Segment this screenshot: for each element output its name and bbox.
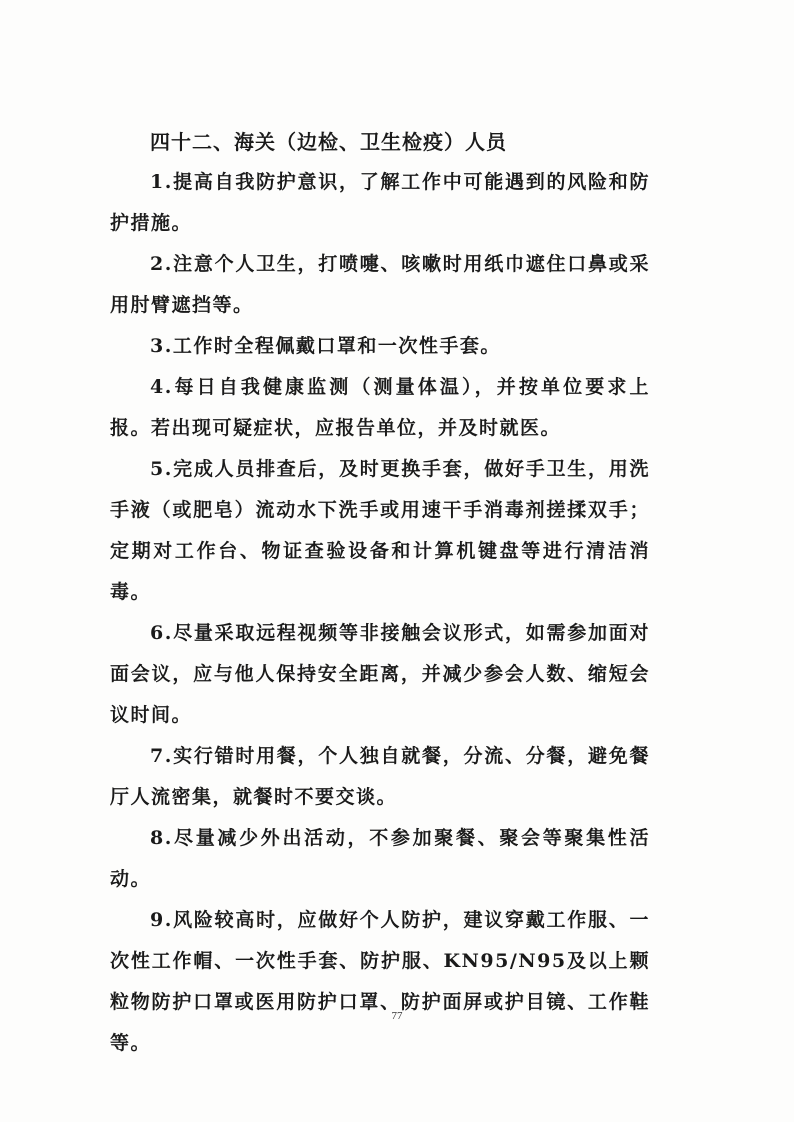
section-heading: 四十二、海关（边检、卫生检疫）人员 [150, 130, 507, 154]
paragraph-5: 5.完成人员排查后，及时更换手套，做好手卫生，用洗手液（或肥皂）流动水下洗手或用速干手消毒剂搓揉双手；定期对工作台、物证查验设备和计算机键盘等进行清洁消毒。 [110, 458, 650, 603]
paragraph-7: 7.实行错时用餐，个人独自就餐，分流、分餐，避免餐厅人流密集，就餐时不要交谈。 [110, 745, 650, 808]
paragraph-6: 6.尽量采取远程视频等非接触会议形式，如需参加面对面会议，应与他人保持安全距离，并减少参会人数、缩短会议时间。 [110, 622, 650, 726]
paragraph-2: 2.注意个人卫生，打喷嚏、咳嗽时用纸巾遮住口鼻或采用肘臂遮挡等。 [110, 253, 650, 316]
paragraph-1: 1.提高自我防护意识，了解工作中可能遇到的风险和防护措施。 [110, 171, 650, 234]
paragraph-8: 8.尽量减少外出活动，不参加聚餐、聚会等聚集性活动。 [110, 827, 650, 890]
paragraph-4: 4.每日自我健康监测（测量体温），并按单位要求上报。若出现可疑症状，应报告单位，并及时就医。 [110, 376, 650, 439]
page-number: 77 [391, 1010, 403, 1022]
document-body [110, 122, 650, 1064]
paragraph-9: 9.风险较高时，应做好个人防护，建议穿戴工作服、一次性工作帽、一次性手套、防护服、KN95/N95及以上颗粒物防护口罩或医用防护口罩、防护面屏或护目镜、工作鞋等。 [110, 909, 650, 1054]
paragraph-3: 3.工作时全程佩戴口罩和一次性手套。 [150, 335, 501, 357]
